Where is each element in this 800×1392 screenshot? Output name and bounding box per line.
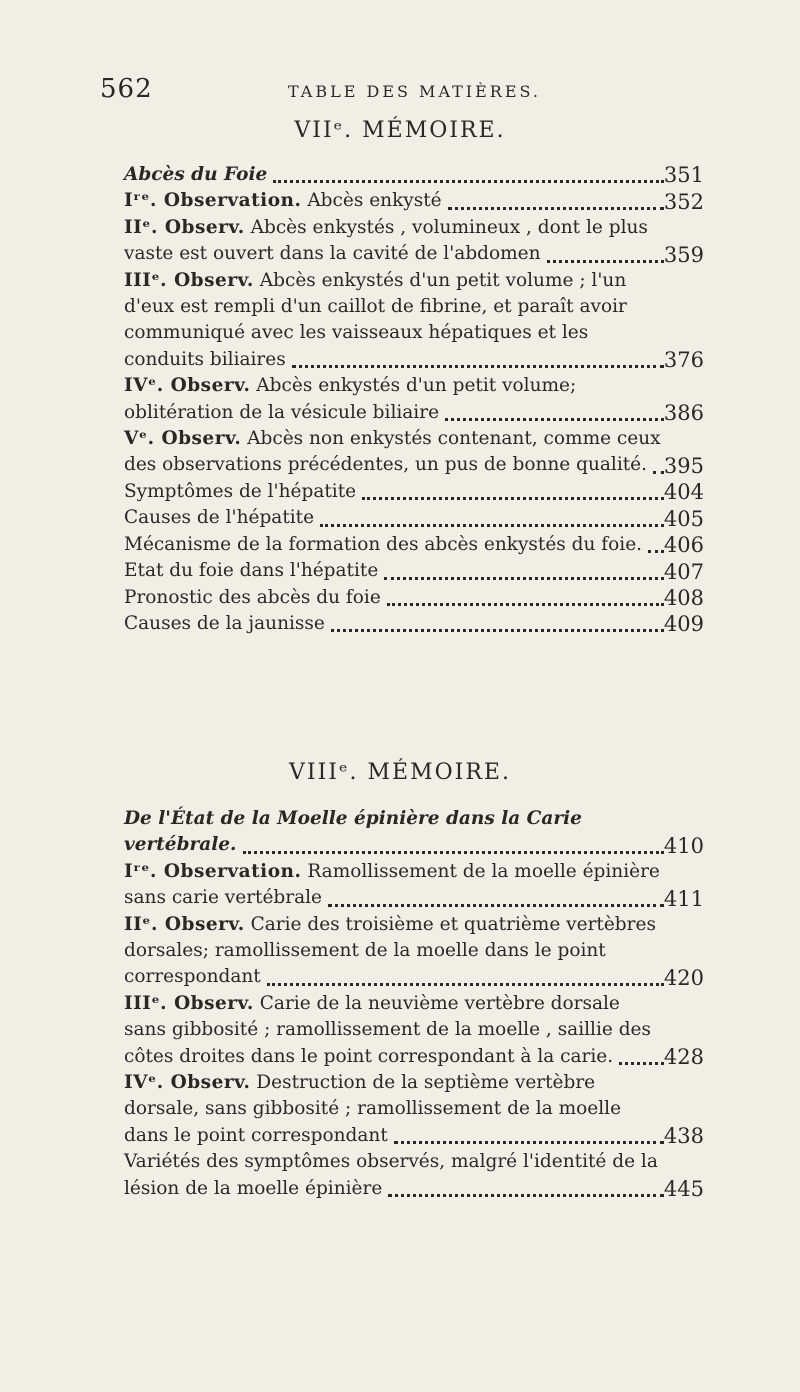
observation-label: IIIᵉ. Observ. <box>124 269 254 291</box>
toc-entry <box>124 912 704 991</box>
page-reference: 445 <box>663 1177 704 1202</box>
entry-description: Abcès du Foie <box>124 164 268 185</box>
toc-entry <box>124 532 704 558</box>
page-reference: 409 <box>663 612 704 637</box>
toc-entry-text <box>124 1070 664 1149</box>
toc-entry-text <box>124 268 664 374</box>
toc-entry-text <box>124 611 664 637</box>
toc-entry <box>124 505 704 531</box>
page-reference: 428 <box>663 1045 704 1070</box>
entry-description: Pronostic des abcès du foie <box>124 586 381 608</box>
entry-description: Destruction de la septième vertèbre dorsale, sans gibbosité ; ramollissement de la moelle dans le point correspondant <box>124 1072 622 1146</box>
observation-label: IVᵉ. Observ. <box>124 375 251 397</box>
observation-label: Iʳᵉ. Observation. <box>124 860 302 882</box>
page-reference: 359 <box>663 242 704 267</box>
table-of-contents <box>124 162 704 637</box>
dot-leader <box>243 851 665 854</box>
toc-entry <box>124 162 704 188</box>
observation-label: IIᵉ. Observ. <box>124 913 245 935</box>
dot-leader <box>445 418 664 421</box>
dot-leader <box>619 1062 664 1065</box>
toc-entry <box>124 611 704 637</box>
entry-description: Carie de la neuvième vertèbre dorsale sans gibbosité ; ramollissement de la moelle , saillie des côtes droites dans le point correspondant à la carie. <box>124 992 651 1067</box>
toc-entry <box>124 1070 704 1149</box>
observation-label: IIIᵉ. Observ. <box>124 992 254 1014</box>
toc-entry <box>124 479 704 505</box>
toc-entry-text <box>124 188 664 214</box>
page-reference: 438 <box>663 1124 704 1149</box>
observation-label: Iʳᵉ. Observation. <box>124 190 302 212</box>
page-header <box>0 74 800 104</box>
entry-description: Abcès enkysté <box>301 190 442 212</box>
dot-leader <box>328 904 664 907</box>
page-reference: 376 <box>663 348 704 373</box>
toc-entry-text <box>124 426 664 479</box>
observation-label: Vᵉ. Observ. <box>124 428 242 450</box>
dot-leader <box>320 524 664 527</box>
observation-label: IIᵉ. Observ. <box>124 216 245 238</box>
entry-description: Abcès enkystés d'un petit volume; oblitération de la vésicule biliaire <box>124 375 577 423</box>
entry-description: Mécanisme de la formation des abcès enkystés du foie. <box>124 533 643 555</box>
entry-description: Variétés des symptômes observés, malgré l'identité de la lésion de la moelle épinière <box>124 1151 658 1199</box>
dot-leader <box>388 1194 664 1197</box>
toc-entry-text <box>124 585 664 611</box>
page-reference: 420 <box>663 965 704 990</box>
toc-entry <box>124 268 704 374</box>
toc-entry <box>124 859 704 912</box>
page-reference: 386 <box>663 401 704 426</box>
page-reference: 351 <box>663 163 704 188</box>
toc-entry <box>124 426 704 479</box>
entry-description: Etat du foie dans l'hépatite <box>124 560 379 582</box>
entry-description: Ramollissement de la moelle épinière sans carie vertébrale <box>124 860 660 909</box>
observation-label: IVᵉ. Observ. <box>124 1072 251 1094</box>
toc-entry-text <box>124 162 664 188</box>
running-title: TABLE DES MATIÈRES. <box>288 82 541 101</box>
page-reference: 408 <box>663 585 704 610</box>
dot-leader <box>273 180 664 183</box>
toc-entry <box>124 215 704 268</box>
dot-leader <box>448 207 664 210</box>
entry-description: Causes de la jaunisse <box>124 612 325 634</box>
dot-leader <box>653 471 664 474</box>
page-reference: 406 <box>663 533 704 558</box>
page-reference: 411 <box>663 886 704 911</box>
toc-entry <box>124 991 704 1070</box>
entry-description: Abcès enkystés , volumineux , dont le plus vaste est ouvert dans la cavité de l'abdomen <box>124 216 648 265</box>
toc-entry-text <box>124 991 664 1070</box>
page-reference: 405 <box>663 506 704 531</box>
toc-entry <box>124 558 704 584</box>
entry-description: Carie des troisième et quatrième vertèbres dorsales; ramollissement de la moelle dans le point correspondant <box>124 913 656 988</box>
page-reference: 410 <box>663 833 704 858</box>
dot-leader <box>267 983 664 986</box>
entry-description: Causes de l'hépatite <box>124 507 315 529</box>
toc-entry-text <box>124 479 664 505</box>
dot-leader <box>394 1141 664 1144</box>
section-title: VIIIᵉ. MÉMOIRE. <box>289 760 511 785</box>
section-title: VIIᵉ. MÉMOIRE. <box>294 118 506 143</box>
entry-description: Abcès enkystés d'un petit volume ; l'un d'eux est rempli d'un caillot de fibrine, et paraît avoir communiqué avec les vaisseaux hépatiques et les conduits biliaires <box>124 269 627 370</box>
page-number: 562 <box>100 74 153 104</box>
toc-entry-text <box>124 558 664 584</box>
page-reference: 395 <box>663 453 704 478</box>
toc-entry <box>124 188 704 214</box>
page-reference: 407 <box>663 559 704 584</box>
dot-leader <box>547 260 664 263</box>
toc-entry <box>124 373 704 426</box>
dot-leader <box>292 365 664 368</box>
table-of-contents <box>124 806 704 1202</box>
toc-entry-text <box>124 532 664 558</box>
toc-entry <box>124 585 704 611</box>
dot-leader <box>331 629 664 632</box>
entry-description: Abcès non enkystés contenant, comme ceux des observations précédentes, un pus de bonne qualité. <box>124 428 661 476</box>
dot-leader <box>384 577 664 580</box>
toc-entry <box>124 806 704 859</box>
page-reference: 404 <box>663 480 704 505</box>
page-reference: 352 <box>663 189 704 214</box>
entry-description: Symptômes de l'hépatite <box>124 480 357 502</box>
toc-entry <box>124 1149 704 1202</box>
dot-leader <box>387 603 664 606</box>
toc-entry-text <box>124 505 664 531</box>
entry-description: De l'État de la Moelle épinière dans la Carie vertébrale. <box>124 808 582 856</box>
dot-leader <box>362 497 664 500</box>
toc-entry-text <box>124 912 664 991</box>
dot-leader <box>648 550 664 553</box>
